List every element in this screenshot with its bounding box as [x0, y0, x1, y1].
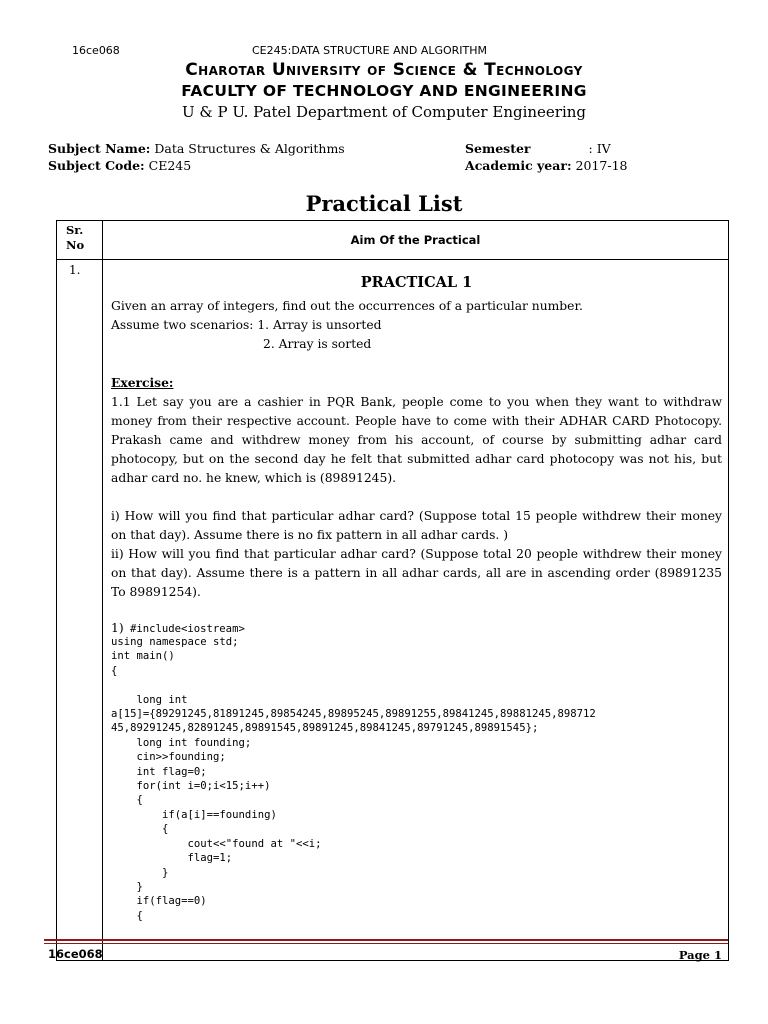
subject-name-row: [48, 141, 345, 156]
subject-name-label: Subject Name:: [48, 141, 151, 156]
document-title: Practical List: [305, 191, 463, 216]
subject-code-row: [48, 158, 191, 173]
practical-content: [103, 260, 729, 961]
subject-code-value: CE245: [148, 158, 192, 173]
code-first-line: [111, 621, 722, 635]
running-header: [0, 44, 768, 60]
running-header-course: CE245:DATA STRUCTURE AND ALGORITHM: [252, 44, 488, 57]
aim-line-3: 2. Array is sorted: [263, 337, 372, 351]
university-name-text: Charotar University of Science & Technology: [185, 60, 583, 80]
academic-year-label: Academic year:: [465, 158, 572, 173]
exercise-label: Exercise:: [111, 375, 174, 390]
question-1: i) How will you find that particular adhar card? (Suppose total 15 people withdrew their money on that day). Assume there is no fix pattern in all adhar cards. ): [111, 509, 722, 542]
aim-line-1: Given an array of integers, find out the occurrences of a particular number.: [111, 299, 583, 313]
semester-row: [465, 141, 611, 156]
practical-table: [56, 220, 729, 961]
code-include: #include<iostream>: [130, 623, 245, 635]
column-header-aim: Aim Of the Practical: [103, 221, 729, 260]
row-number: 1.: [57, 260, 103, 961]
academic-year-row: [465, 158, 628, 173]
faculty-name: FACULTY OF TECHNOLOGY AND ENGINEERING: [181, 82, 587, 100]
footer-rule: [44, 939, 728, 941]
subject-code-label: Subject Code:: [48, 158, 145, 173]
semester-label: Semester: [465, 141, 531, 156]
semester-value: : IV: [588, 141, 611, 156]
footer-rule-thin: [44, 943, 728, 944]
subject-name-value: Data Structures & Algorithms: [154, 141, 345, 156]
table-header-row: [57, 221, 729, 260]
department-name: U & P U. Patel Department of Computer Engineering: [181, 103, 587, 121]
footer-page-number: Page 1: [678, 948, 722, 962]
running-header-roll: 16ce068: [72, 44, 120, 57]
exercise-paragraph: 1.1 Let say you are a cashier in PQR Bank, people come to you when they want to withdraw money from their respective account. People have to come with their ADHAR CARD Photocopy. Prakash came and withdrew money from his account, of course by submitting adhar card photocopy, but on the second day he felt that submitted adhar card photocopy was not his, but adhar card no. he knew, which is (89891245).: [111, 395, 722, 485]
question-2: ii) How will you find that particular adhar card? (Suppose total 20 people withdrew their money on that day). Assume there is a pattern in all adhar cards, all are in ascending order (89891235 To 89891254).: [111, 547, 722, 599]
column-header-sr-no: Sr. No: [57, 221, 103, 260]
footer-roll: 16ce068: [48, 947, 103, 961]
practical-title: PRACTICAL 1: [360, 274, 473, 291]
table-row: [57, 260, 729, 961]
academic-year-value: 2017-18: [575, 158, 628, 173]
code-block: using namespace std; int main() { long int a[15]={89291245,81891245,89854245,89895245,89891255,89841245,89881245,898712 45,89291245,82891245,89891545,89891245,89841245,89791245,89891545}; long int founding; cin>>founding; int flag=0; for(int i=0;i<15;i++) { if(a[i]==founding) { cout<<"found at "<<i; flag=1; } } if(flag==0) {: [111, 636, 596, 922]
code-number: 1): [111, 621, 124, 635]
aim-line-2: Assume two scenarios: 1. Array is unsorted: [111, 318, 382, 332]
university-name: [0, 60, 768, 80]
